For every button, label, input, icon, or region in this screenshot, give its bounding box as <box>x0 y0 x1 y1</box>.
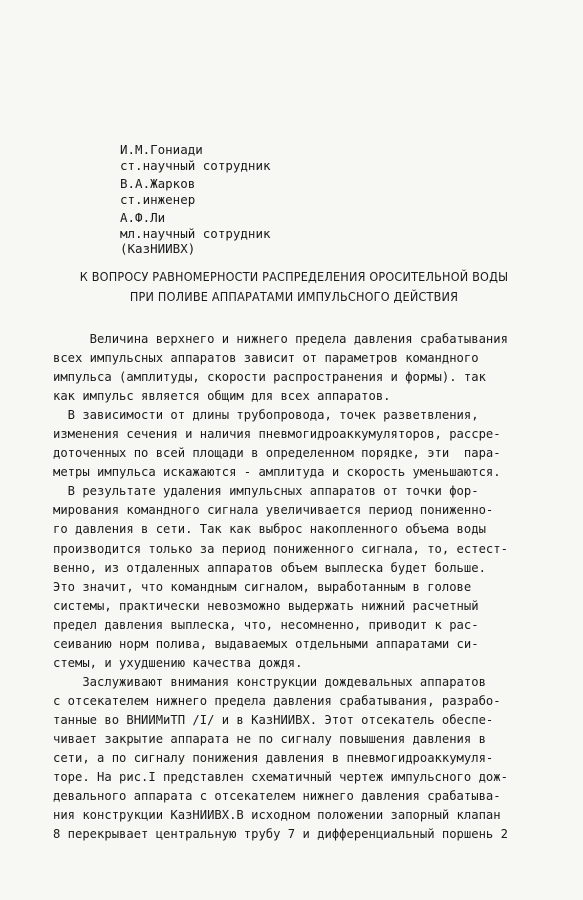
body-line: сети, а по сигналу понижения давления в пневмогидроаккумуля- <box>53 751 494 766</box>
body-line: предел давления выплеска, что, несомненно, приводит к рас- <box>53 617 479 632</box>
body-line: производится только за период пониженного сигнала, то, естест- <box>53 541 508 556</box>
body-line: всех импульсных аппаратов зависит от параметров командного <box>53 351 479 366</box>
author-name: И.М.Гониади <box>120 142 203 157</box>
author-name: В.А.Жарков <box>120 176 196 191</box>
body-line: танные во ВНИИМиТП /I/ и в КазНИИВХ. Этот отсекатель обеспе- <box>53 712 494 727</box>
body-text <box>53 330 553 844</box>
body-line: Это значит, что командным сигналом, выработанным в голове <box>53 579 472 594</box>
body-line: сеиванию норм полива, выдаваемых отдельными аппаратами си- <box>53 636 479 651</box>
body-line: Величина верхнего и нижнего предела давления срабатывания <box>53 332 508 346</box>
author-2 <box>120 176 360 207</box>
author-organization: (КазНИИВХ) <box>120 241 196 256</box>
body-line: В результате удаления импульсных аппаратов от точки фор- <box>53 484 479 499</box>
body-line: мирования командного сигнала увеличивается период пониженно- <box>53 503 494 518</box>
article-title <box>54 267 534 307</box>
body-line: ния конструкции КазНИИВХ.В исходном положении запорный клапан <box>53 808 501 823</box>
author-role: ст.инженер <box>120 191 196 207</box>
body-line: В зависимости от длины трубопровода, точек разветвления, <box>53 408 479 423</box>
body-line: го давления в сети. Так как выброс накопленного объема воды <box>53 522 486 537</box>
body-line: изменения сечения и наличия пневмогидроаккумуляторов, рассре- <box>53 427 501 442</box>
body-line: метры импульса искажаются - амплитуда и скорость уменьшаются. <box>53 465 501 480</box>
author-name: А.Ф.Ли <box>120 210 166 225</box>
body-line: венно, из отдаленных аппаратов объем выплеска будет больше. <box>53 560 486 575</box>
body-line: 8 перекрывает центральную трубу 7 и дифференциальный поршень 2 <box>53 827 508 842</box>
title-line-2: ПРИ ПОЛИВЕ АППАРАТАМИ ИМПУЛЬСНОГО ДЕЙСТВИЯ <box>129 289 459 304</box>
author-1 <box>120 142 360 173</box>
body-line: доточенных по всей площади в определенном порядке, эти пара- <box>53 446 501 461</box>
authors-block <box>120 142 360 260</box>
author-3 <box>120 210 360 257</box>
title-line-1: К ВОПРОСУ РАВНОМЕРНОСТИ РАСПРЕДЕЛЕНИЯ ОРОСИТЕЛЬНОЙ ВОДЫ <box>79 269 509 284</box>
body-line: торе. На рис.I представлен схематичный чертеж импульсного дож- <box>53 770 508 785</box>
body-line: импульса (амплитуды, скорости распространения и формы). так <box>53 370 486 385</box>
author-role: ст.научный сотрудник <box>120 157 271 173</box>
body-line: системы, практически невозможно выдержать нижний расчетный <box>53 598 479 613</box>
body-line: девального аппарата с отсекателем нижнего давления срабатыва- <box>53 789 501 804</box>
body-line: стемы, и ухудшению качества дождя. <box>53 655 303 670</box>
body-line: как импульс является общим для всех аппаратов. <box>53 389 391 404</box>
body-line: Заслуживают внимания конструкции дождевальных аппаратов <box>53 674 486 689</box>
body-line: с отсекателем нижнего предела давления срабатывания, разрабо- <box>53 693 501 708</box>
body-line: чивает закрытие аппарата не по сигналу повышения давления в <box>53 731 486 746</box>
author-role: мл.научный сотрудник <box>120 225 271 241</box>
